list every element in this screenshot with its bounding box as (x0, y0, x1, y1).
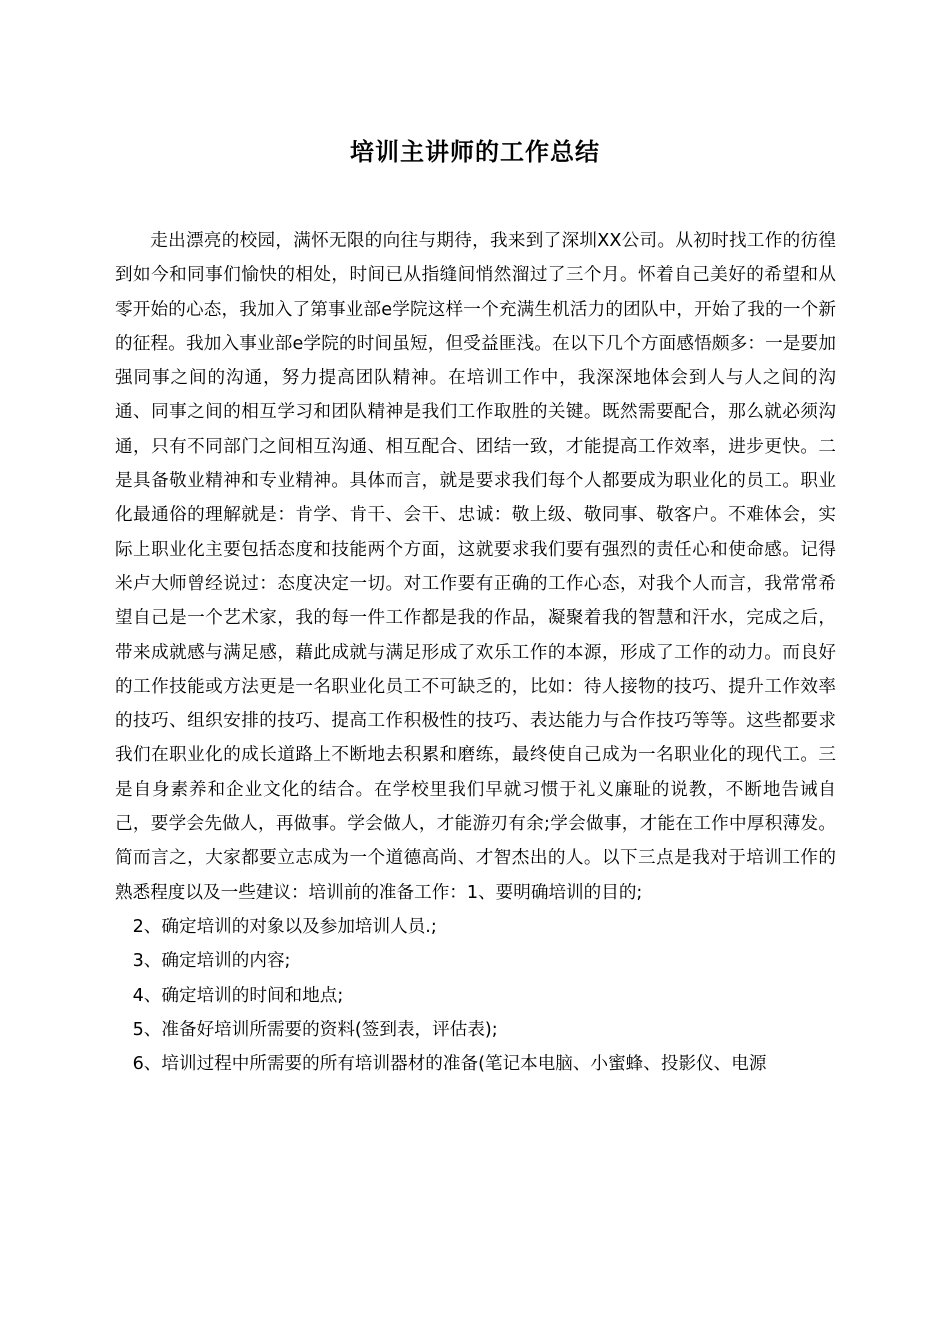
list-item: 5、准备好培训所需要的资料(签到表，评估表); (132, 1019, 498, 1040)
list-item: 2、确定培训的对象以及参加培训人员.; (132, 916, 437, 937)
list-item: 6、培训过程中所需要的所有培训器材的准备(笔记本电脑、小蜜蜂、投影仪、电源 (132, 1054, 767, 1075)
document-body (115, 224, 836, 1081)
intro-paragraph: 走出漂亮的校园，满怀无限的向往与期待，我来到了深圳XX公司。从初时找工作的彷徨到如今和同事们愉快的相处，时间已从指缝间悄然溜过了三个月。怀着自己美好的希望和从零开始的心态，我加入了第事业部e学院这样一个充满生机活力的团队中，开始了我的一个新的征程。我加入事业部e学院的时间虽短，但受益匪浅。在以下几个方面感悟颇多：一是要加强同事之间的沟通，努力提高团队精神。在培训工作中，我深深地体会到人与人之间的沟通、同事之间的相互学习和团队精神是我们工作取胜的关键。既然需要配合，那么就必须沟通，只有不同部门之间相互沟通、相互配合、团结一致，才能提高工作效率，进步更快。二是具备敬业精神和专业精神。具体而言，就是要求我们每个人都要成为职业化的员工。职业化最通俗的理解就是：肯学、肯干、会干、忠诚：敬上级、敬同事、敬客户。不难体会，实际上职业化主要包括态度和技能两个方面，这就要求我们要有强烈的责任心和使命感。记得米卢大师曾经说过：态度决定一切。对工作要有正确的工作心态，对我个人而言，我常常希望自己是一个艺术家，我的每一件工作都是我的作品，凝聚着我的智慧和汗水，完成之后，带来成就感与满足感，藉此成就与满足形成了欢乐工作的本源，形成了工作的动力。而良好的工作技能或方法更是一名职业化员工不可缺乏的，比如：待人接物的技巧、提升工作效率的技巧、组织安排的技巧、提高工作积极性的技巧、表达能力与合作技巧等等。这些都要求我们在职业化的成长道路上不断地去积累和磨练，最终使自己成为一名职业化的现代工。三是自身素养和企业文化的结合。在学校里我们早就习惯于礼义廉耻的说教，不断地告诫自己，要学会先做人，再做事。学会做人，才能游刃有余;学会做事，才能在工作中厚积薄发。简而言之，大家都要立志成为一个道德高尚、才智杰出的人。以下三点是我对于培训工作的熟悉程度以及一些建议：培训前的准备工作：1、要明确培训的目的; (115, 231, 836, 903)
list-item: 4、确定培训的时间和地点; (132, 985, 344, 1006)
list-item: 3、确定培训的内容; (132, 951, 291, 972)
document-title: 培训主讲师的工作总结 (350, 138, 600, 166)
